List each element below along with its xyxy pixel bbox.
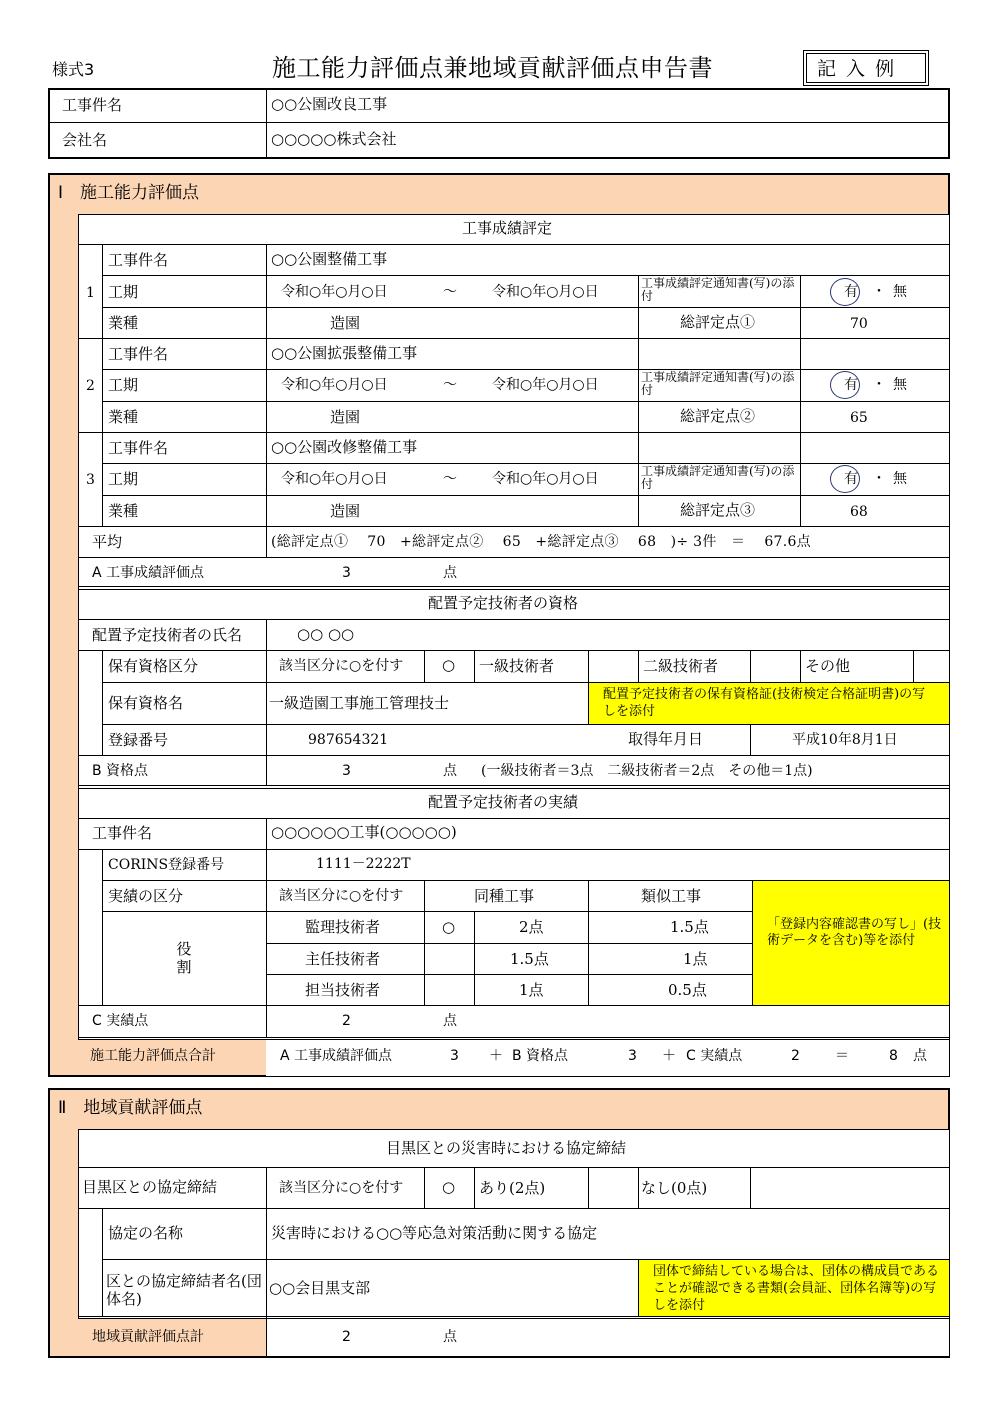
agreement-party-label: 区との協定締結者名(団体名)	[106, 1272, 262, 1308]
work-1-type: 造園	[330, 314, 361, 332]
work-1-name-label: 工事件名	[108, 251, 169, 269]
agreement-party-note: 団体で締結している場合は、団体の構成員であることが確認できる書類(会員証、団体名簿等)の写しを添付	[639, 1260, 949, 1316]
role-3-similar: 0.5点	[668, 981, 707, 999]
registration-number-label: 登録番号	[108, 731, 169, 749]
work-3-name-label: 工事件名	[108, 439, 169, 457]
company-value: ○○○○○株式会社	[271, 130, 397, 148]
role-label: 役割	[176, 940, 192, 976]
work-3-name: ○○公園改修整備工事	[271, 438, 418, 456]
total-a-value: 3	[450, 1048, 459, 1064]
acquisition-date-label: 取得年月日	[628, 730, 704, 748]
a-score-value: 3	[342, 565, 351, 581]
engineer-name: ○○ ○○	[297, 625, 355, 643]
total-value: 8	[889, 1048, 898, 1064]
work-name-label: 工事件名	[62, 96, 123, 114]
work-3-tilde: ～	[443, 471, 457, 487]
work-3-attach-yes: 有	[844, 471, 858, 487]
role-2-name: 主任技術者	[305, 950, 381, 968]
work-1-circle-mark	[830, 278, 860, 306]
work-2-name: ○○公園拡張整備工事	[271, 344, 418, 362]
record-class-label: 実績の区分	[108, 887, 184, 905]
work-3-attach-no: 無	[893, 471, 907, 487]
work-1-attach-no: 無	[893, 284, 907, 300]
qualification-second-class: 二級技術者	[643, 657, 719, 675]
total-b-value: 3	[628, 1048, 637, 1064]
section-1-title: Ⅰ 施工能力評価点	[58, 183, 200, 203]
corins-label: CORINS登録番号	[108, 857, 225, 873]
c-score-unit: 点	[443, 1013, 457, 1029]
work-2-attach-yes: 有	[844, 377, 858, 393]
qualification-first-class: 一級技術者	[479, 657, 555, 675]
same-type-label: 同種工事	[474, 887, 535, 905]
work-3-score-label: 総評定点③	[680, 501, 756, 519]
section-2-total-label: 地域貢献評価点計	[92, 1329, 204, 1345]
role-3-same: 1点	[519, 981, 544, 999]
total-c-value: 2	[791, 1048, 800, 1064]
qualification-class-label: 保有資格区分	[108, 657, 199, 675]
section-2-total-unit: 点	[443, 1329, 457, 1345]
section-2-total-value: 2	[342, 1329, 351, 1345]
agreement-no: なし(0点)	[641, 1179, 708, 1197]
work-1-name: ○○公園整備工事	[271, 250, 388, 268]
agreement-title: 目黒区との災害時における協定締結	[386, 1139, 627, 1157]
role-1-mark: ○	[442, 918, 456, 936]
qualification-name: 一級造園工事施工管理技士	[269, 694, 450, 712]
role-1-similar: 1.5点	[670, 918, 709, 936]
work-2-number: 2	[86, 378, 95, 394]
a-score-label: A 工事成績評価点	[92, 565, 205, 581]
work-1-end: 令和○年○月○日	[492, 284, 599, 300]
b-score-value: 3	[342, 763, 351, 779]
work-3-period-label: 工期	[108, 470, 139, 488]
example-label: 記 入 例	[817, 58, 897, 80]
similar-type-label: 類似工事	[641, 887, 702, 905]
page-title: 施工能力評価点兼地域貢献評価点申告書	[272, 54, 713, 82]
role-1-same: 2点	[519, 918, 544, 936]
work-2-score: 65	[850, 410, 868, 426]
corins-number: 1111－2222T	[316, 856, 411, 872]
record-title: 配置予定技術者の実績	[428, 793, 579, 811]
work-3-notice-label: 工事成績評定通知書(写)の添付	[641, 464, 795, 491]
example-stamp	[803, 50, 929, 86]
work-2-type-label: 業種	[108, 408, 139, 426]
agreement-name: 災害時における○○等応急対策活動に関する協定	[271, 1224, 598, 1242]
total-unit: 点	[913, 1048, 927, 1064]
record-mark-instruction: 該当区分に○を付す	[279, 888, 404, 904]
average-formula: (総評定点① 70 +総評定点② 65 +総評定点③ 68 )÷ 3件 ＝ 67.6点	[271, 534, 811, 550]
role-3-name: 担当技術者	[305, 981, 381, 999]
work-1-score: 70	[850, 316, 868, 332]
a-score-unit: 点	[443, 565, 457, 581]
work-3-dot: ・	[872, 471, 886, 487]
section-2-title: Ⅱ 地域貢献評価点	[58, 1098, 203, 1118]
qualification-name-label: 保有資格名	[108, 694, 184, 712]
qualification-mark: ○	[442, 656, 456, 674]
work-2-end: 令和○年○月○日	[492, 377, 599, 393]
b-score-unit: 点	[443, 763, 457, 779]
total-equals: ＝	[835, 1048, 849, 1064]
work-3-number: 3	[86, 472, 95, 488]
qualification-title: 配置予定技術者の資格	[428, 594, 579, 612]
total-b-label: B 資格点	[512, 1048, 569, 1064]
work-1-start: 令和○年○月○日	[281, 284, 388, 300]
work-2-period-label: 工期	[108, 376, 139, 394]
work-3-end: 令和○年○月○日	[492, 471, 599, 487]
qualification-mark-instruction: 該当区分に○を付す	[279, 658, 404, 674]
work-2-notice-label: 工事成績評定通知書(写)の添付	[641, 370, 795, 397]
b-score-note: (一級技術者＝3点 二級技術者＝2点 その他＝1点)	[481, 763, 813, 779]
total-c-label: C 実績点	[686, 1048, 743, 1064]
work-2-score-label: 総評定点②	[680, 407, 756, 425]
work-1-period-label: 工期	[108, 283, 139, 301]
agreement-mark: ○	[442, 1178, 456, 1196]
work-1-dot: ・	[872, 284, 886, 300]
qualification-note: 配置予定技術者の保有資格証(技術検定合格証明書)の写しを添付	[589, 683, 949, 724]
work-3-circle-mark	[830, 465, 860, 493]
work-2-attach-no: 無	[893, 377, 907, 393]
work-1-notice-label: 工事成績評定通知書(写)の添付	[641, 276, 795, 303]
registration-number: 987654321	[308, 732, 389, 748]
role-2-same: 1.5点	[510, 950, 549, 968]
total-plus-2: ＋	[662, 1048, 676, 1064]
agreement-yes: あり(2点)	[479, 1179, 546, 1197]
total-a-label: A 工事成績評価点	[280, 1048, 393, 1064]
work-1-type-label: 業種	[108, 314, 139, 332]
c-score-label: C 実績点	[92, 1013, 149, 1029]
total-plus-1: ＋	[489, 1048, 503, 1064]
agreement-party: ○○会目黒支部	[269, 1279, 371, 1297]
work-3-type: 造園	[330, 502, 361, 520]
work-3-type-label: 業種	[108, 502, 139, 520]
section-1-total-label: 施工能力評価点合計	[90, 1048, 216, 1064]
c-score-value: 2	[342, 1013, 351, 1029]
work-2-circle-mark	[830, 371, 860, 399]
work-1-number: 1	[86, 285, 95, 301]
work-3-start: 令和○年○月○日	[281, 471, 388, 487]
record-work-label: 工事件名	[92, 824, 153, 842]
work-1-score-label: 総評定点①	[680, 313, 756, 331]
work-2-type: 造園	[330, 408, 361, 426]
work-name-value: ○○公園改良工事	[271, 95, 388, 113]
form-number: 様式3	[52, 60, 95, 79]
role-1-name: 監理技術者	[305, 918, 381, 936]
top-info-box	[48, 88, 950, 159]
work-3-score: 68	[850, 504, 868, 520]
qualification-other: その他	[805, 657, 851, 675]
agreement-name-label: 協定の名称	[108, 1224, 184, 1242]
company-label: 会社名	[62, 131, 108, 149]
record-work: ○○○○○○工事(○○○○○)	[271, 823, 457, 841]
role-2-similar: 1点	[683, 950, 708, 968]
acquisition-date: 平成10年8月1日	[792, 732, 898, 748]
engineer-name-label: 配置予定技術者の氏名	[92, 626, 243, 644]
b-score-label: B 資格点	[92, 763, 149, 779]
agreement-label: 目黒区との協定締結	[82, 1178, 218, 1196]
work-2-name-label: 工事件名	[108, 345, 169, 363]
work-2-tilde: ～	[443, 377, 457, 393]
results-title: 工事成績評定	[462, 219, 553, 237]
work-1-attach-yes: 有	[844, 284, 858, 300]
work-2-dot: ・	[872, 377, 886, 393]
agreement-mark-instruction: 該当区分に○を付す	[279, 1180, 404, 1196]
work-2-start: 令和○年○月○日	[281, 377, 388, 393]
work-1-tilde: ～	[443, 284, 457, 300]
average-label: 平均	[92, 533, 123, 551]
record-note: 「登録内容確認書の写し」(技術データを含む)等を添付	[753, 881, 949, 1005]
